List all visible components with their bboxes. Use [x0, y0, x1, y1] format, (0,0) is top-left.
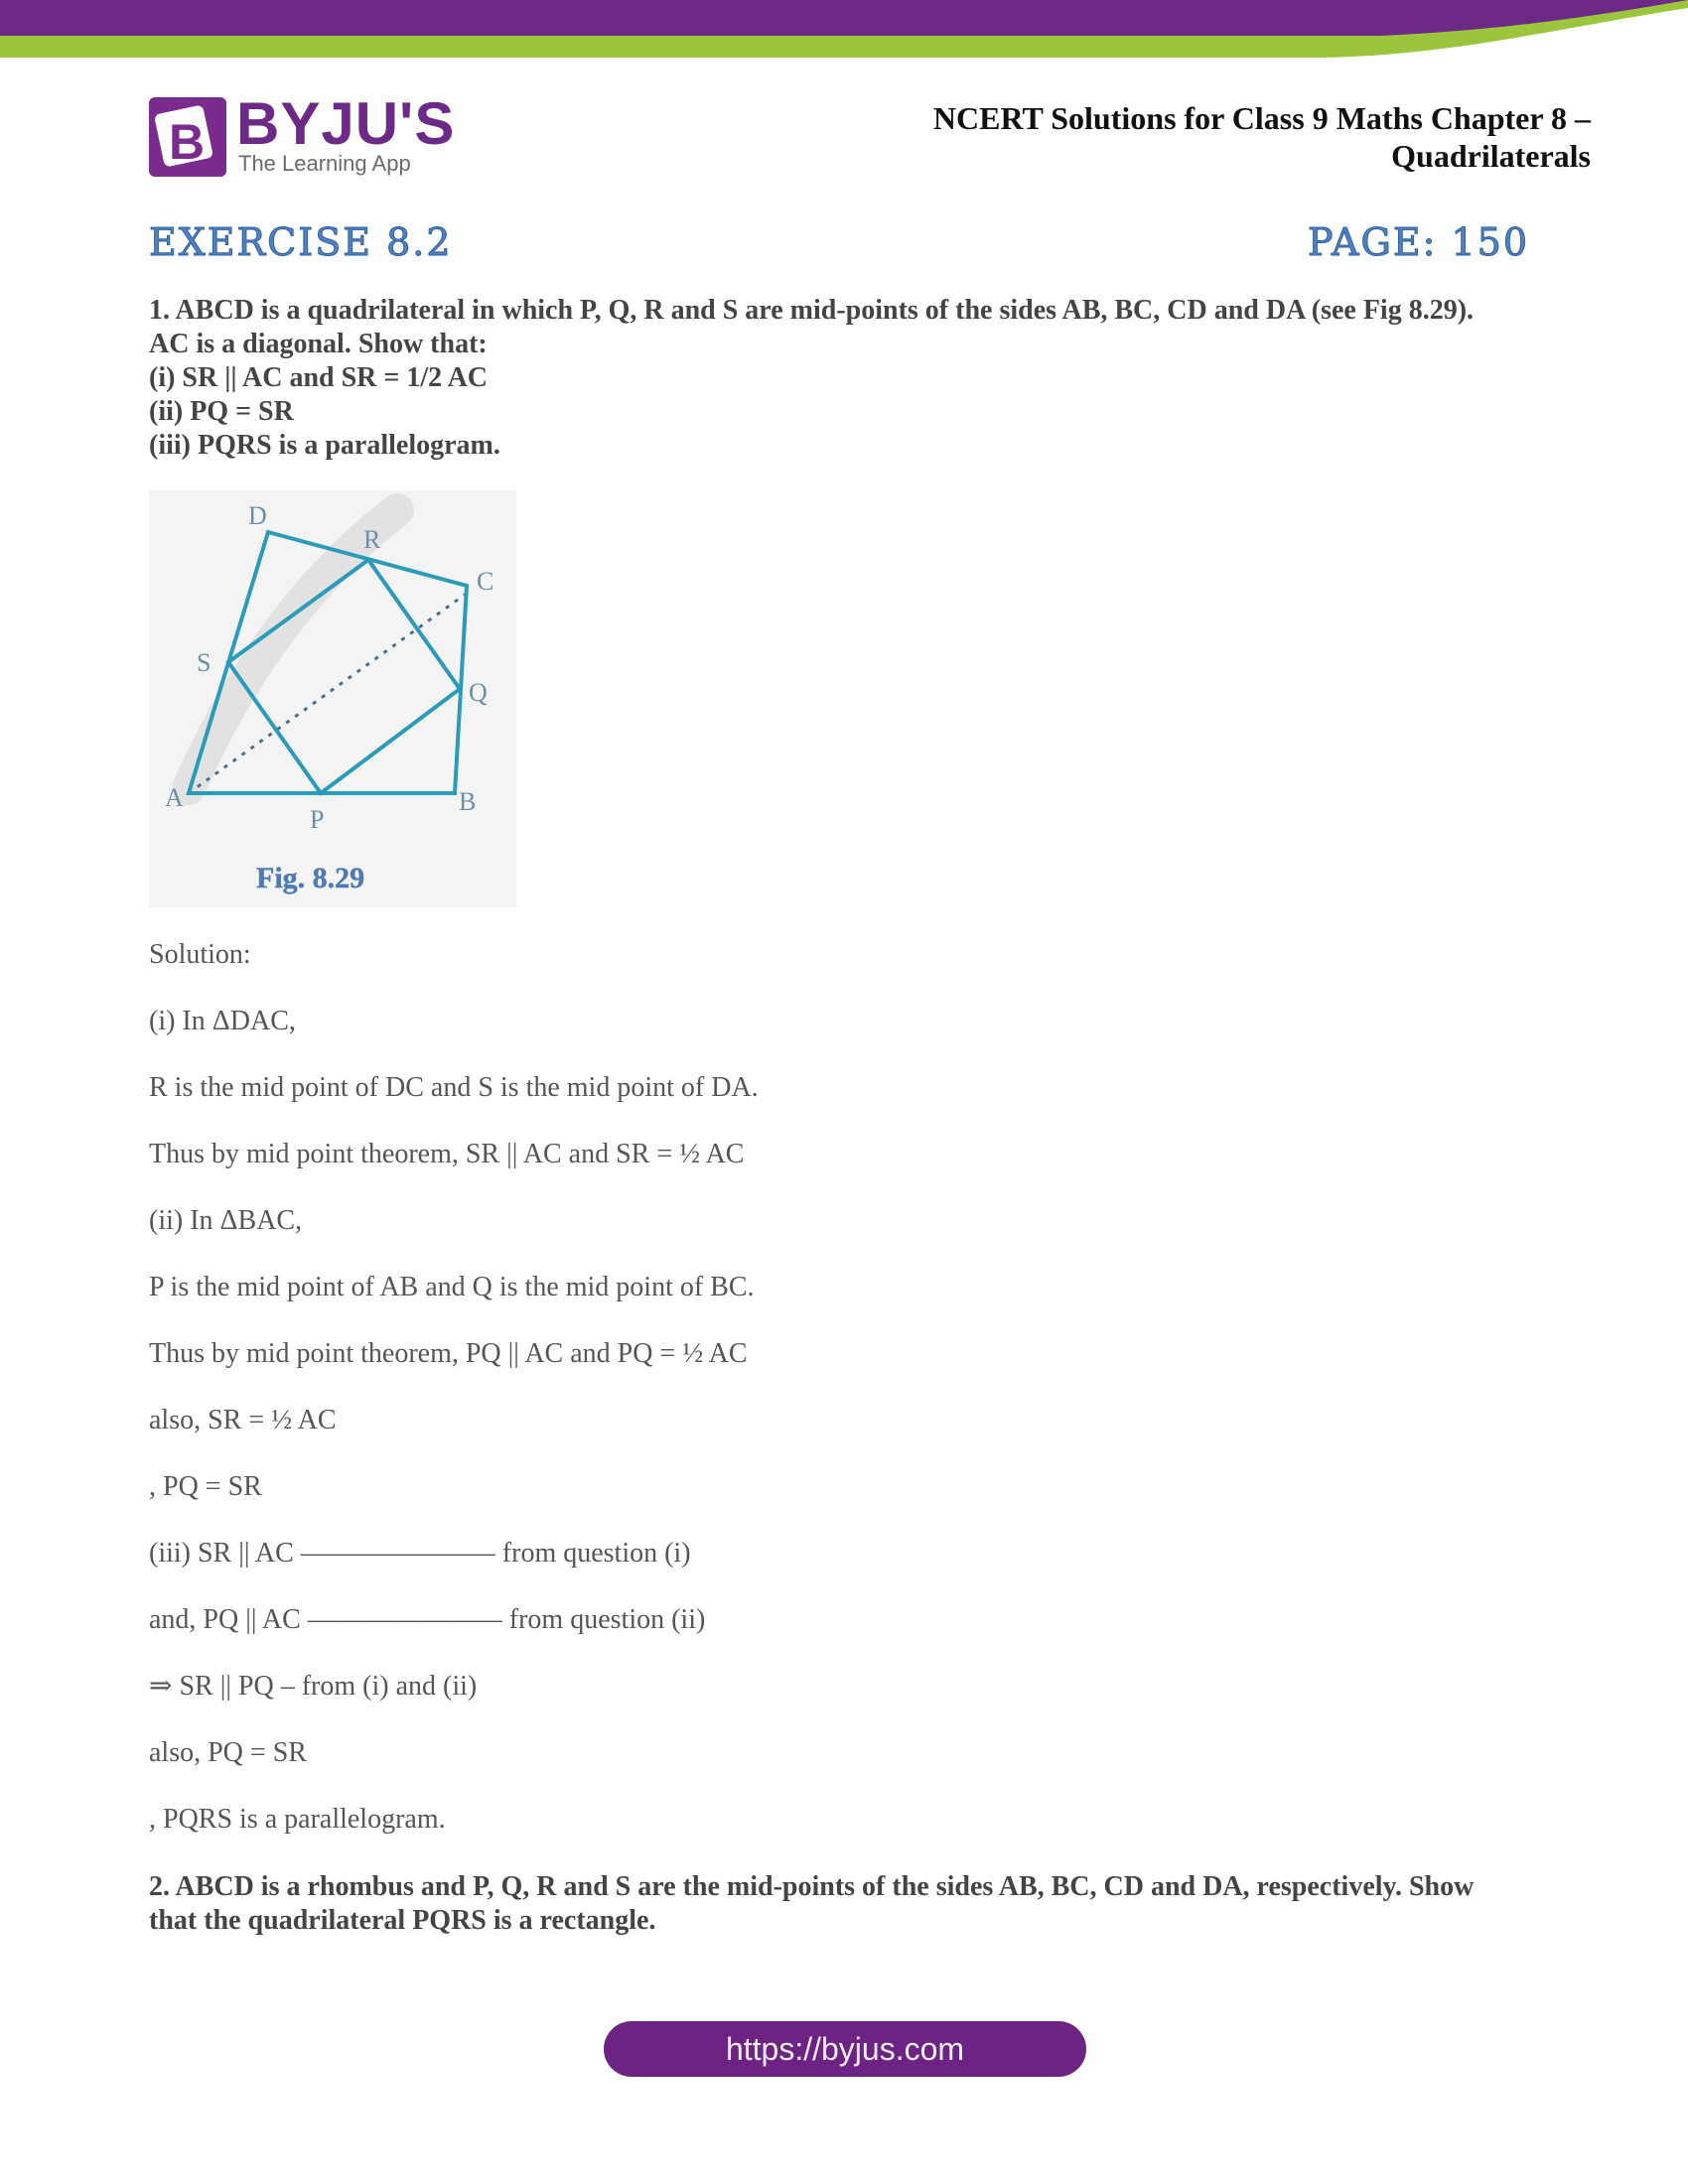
document-title-line: NCERT Solutions for Class 9 Maths Chapter 8 –	[932, 100, 1591, 136]
question-line: (ii) PQ = SR	[149, 396, 294, 427]
solution-line: Thus by mid point theorem, SR || AC and SR = ½ AC	[149, 1139, 745, 1169]
label-s: S	[197, 648, 211, 677]
label-q: Q	[469, 678, 488, 707]
question-2	[149, 1870, 1559, 1938]
footer-url-text[interactable]: https://byjus.com	[725, 2031, 965, 2067]
page-number: PAGE: 150	[1307, 220, 1529, 264]
solution-line: also, PQ = SR	[149, 1737, 307, 1768]
exercise-heading: EXERCISE 8.2	[149, 220, 453, 264]
quadrilateral-diagram	[149, 490, 516, 907]
byjus-logo[interactable]	[149, 90, 456, 179]
question-line: AC is a diagonal. Show that:	[149, 329, 488, 359]
logo-wordmark: BYJU'S	[236, 90, 456, 157]
solution-line: also, SR = ½ AC	[149, 1405, 337, 1435]
question-line: 1. ABCD is a quadrilateral in which P, Q, R and S are mid-points of the sides AB, BC, CD and DA (see Fig 8.29).	[149, 295, 1475, 326]
question-1	[149, 294, 1559, 463]
solution-line: , PQRS is a parallelogram.	[149, 1804, 446, 1835]
footer-url-button[interactable]	[604, 2021, 1086, 2077]
document-title	[796, 99, 1591, 175]
header-band	[0, 0, 1688, 62]
solution-line: R is the mid point of DC and S is the mid point of DA.	[149, 1072, 759, 1103]
solution-line: Solution:	[149, 939, 251, 970]
solution-line: Thus by mid point theorem, PQ || AC and PQ = ½ AC	[149, 1338, 748, 1369]
solution-line: P is the mid point of AB and Q is the mid point of BC.	[149, 1272, 755, 1302]
document-title-line: Quadrilaterals	[1391, 138, 1591, 174]
question-line: (iii) PQRS is a parallelogram.	[149, 430, 500, 461]
solution-line: and, PQ || AC ——————— from question (ii)	[149, 1604, 706, 1635]
label-b: B	[459, 787, 477, 816]
question-line: (i) SR || AC and SR = 1/2 AC	[149, 362, 489, 393]
question-line: that the quadrilateral PQRS is a rectangle.	[149, 1905, 656, 1936]
label-r: R	[363, 525, 381, 554]
solution-line: ⇒ SR || PQ – from (i) and (ii)	[149, 1671, 478, 1702]
solution-line: (iii) SR || AC ——————— from question (i)	[149, 1538, 691, 1569]
logo-tagline: The Learning App	[238, 151, 411, 176]
question-line: 2. ABCD is a rhombus and P, Q, R and S are the mid-points of the sides AB, BC, CD and DA, respectively. Show	[149, 1871, 1475, 1902]
figure-8-29	[149, 490, 516, 907]
solution-line: (i) In ΔDAC,	[149, 1006, 296, 1036]
solution-line: (ii) In ΔBAC,	[149, 1205, 303, 1236]
label-d: D	[248, 501, 267, 530]
logo-b-icon	[149, 97, 226, 177]
figure-caption: Fig. 8.29	[256, 862, 365, 894]
label-c: C	[477, 567, 494, 596]
svg-text:B: B	[169, 114, 206, 170]
solution-line: , PQ = SR	[149, 1471, 262, 1502]
solution-block	[149, 939, 759, 1870]
label-a: A	[165, 783, 184, 812]
label-p: P	[310, 805, 325, 834]
